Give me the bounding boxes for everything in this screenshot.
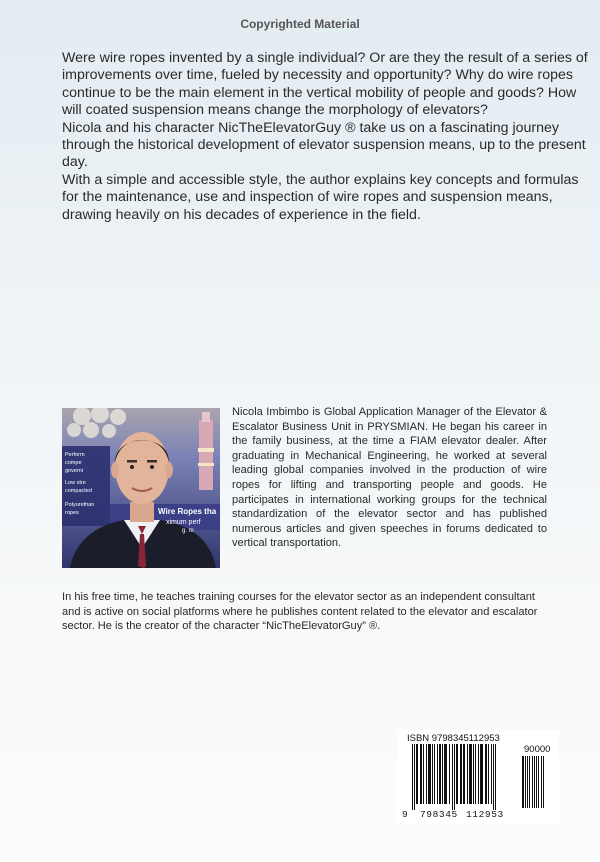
barcode-bar <box>473 744 474 804</box>
barcode-bar <box>534 756 535 808</box>
barcode-bar <box>529 756 530 808</box>
barcode-bar <box>444 744 447 804</box>
price-addon-code: 90000 <box>524 744 551 755</box>
author-bio-continued: In his free time, he teaches training courses for the elevator sector as an independent consultant and is active on social platforms where he publishes content related to the elevator and escalator sector. He is the creator of the character “NicTheElevatorGuy” ®. <box>62 591 538 633</box>
barcode-first-digit: 9 <box>402 809 408 820</box>
barcode-bar <box>463 744 465 804</box>
banner-text: ximum perf <box>166 519 201 526</box>
barcode-bar <box>412 744 413 810</box>
banner-text: compacted <box>65 488 92 494</box>
barcode-bar <box>416 744 418 804</box>
banner-text: g. m <box>182 528 194 534</box>
banner-text: Perform <box>65 452 85 458</box>
barcode-bar <box>467 744 468 804</box>
barcode-bar <box>426 744 427 804</box>
barcode-bar <box>525 756 526 808</box>
copyright-watermark-top: Copyrighted Material <box>240 17 360 31</box>
barcode-bar <box>454 744 455 810</box>
barcode-bar <box>485 744 487 804</box>
blurb-paragraph: Were wire ropes invented by a single individual? Or are they the result of a series of improvements over time, fueled by necessity and opportunity? Why do wire ropes continue to be the main element in the vertical mobility of people and goods? How will coated suspension means change the morphology of elevators? <box>62 50 588 119</box>
barcode-bar <box>437 744 438 804</box>
barcode-bar <box>432 744 433 804</box>
barcode-bar <box>527 756 528 808</box>
barcode-bar <box>493 744 494 810</box>
author-photo <box>62 408 220 568</box>
banner-text: Polyurethan <box>65 502 95 508</box>
barcode-bar <box>480 744 483 804</box>
barcode-bar <box>414 744 415 810</box>
barcode-bar <box>538 756 539 808</box>
back-cover-blurb <box>62 50 592 224</box>
barcode-bar <box>423 744 424 804</box>
isbn-label: ISBN 9798345112953 <box>407 733 500 744</box>
barcode-bar <box>495 744 496 810</box>
barcode-bar <box>452 744 453 810</box>
banner-text: compe <box>65 460 82 466</box>
barcode-bar <box>491 744 492 804</box>
barcode-bar <box>442 744 443 804</box>
barcode-bar <box>536 756 537 808</box>
barcode-bar <box>543 756 544 808</box>
barcode-digit-group-2: 112953 <box>466 809 504 820</box>
banner-text: governi <box>65 468 84 474</box>
author-portrait-image <box>62 408 220 568</box>
barcode-bar <box>475 744 476 804</box>
barcode-bar <box>460 744 462 804</box>
barcode-bar <box>488 744 489 804</box>
banner-text: Wire Ropes tha <box>158 507 217 516</box>
barcode-bar <box>522 756 524 808</box>
banner-text: Low stre <box>65 480 86 486</box>
barcode-bar <box>434 744 435 804</box>
isbn-barcode <box>397 730 559 824</box>
author-bio: Nicola Imbimbo is Global Application Manager of the Elevator & Escalator Business Unit in PRYSMIAN. He began his career in the family business, at the time a FIAM elevator dealer. After graduating in Mechanical Engineering, he worked at several leading global companies involved in the production of wire ropes for lifting and transporting people and goods. He participates in international working groups for the technical standardization of the elevator sector and has published numerous articles and given speeches in forums dedicated to vertical transportation. <box>232 406 547 550</box>
barcode-bar <box>420 744 422 804</box>
barcode-bar <box>478 744 479 804</box>
barcode-bar <box>428 744 431 804</box>
barcode-bar <box>456 744 458 804</box>
barcode-bars <box>406 744 554 810</box>
barcode-bar <box>532 756 533 808</box>
barcode-bar <box>449 744 450 804</box>
barcode-digit-group-1: 798345 <box>420 809 458 820</box>
barcode-bar <box>541 756 542 808</box>
barcode-bar <box>469 744 472 804</box>
blurb-paragraph: Nicola and his character NicTheElevatorGuy ® take us on a fascinating journey through the historical development of elevator suspension means, up to the present day. <box>62 119 586 171</box>
banner-text: ropes <box>65 510 79 516</box>
blurb-paragraph: With a simple and accessible style, the author explains key concepts and formulas for the maintenance, use and inspection of wire ropes and suspension means, drawing heavily on his decades of experience in the field. <box>62 171 579 223</box>
barcode-bar <box>439 744 441 804</box>
